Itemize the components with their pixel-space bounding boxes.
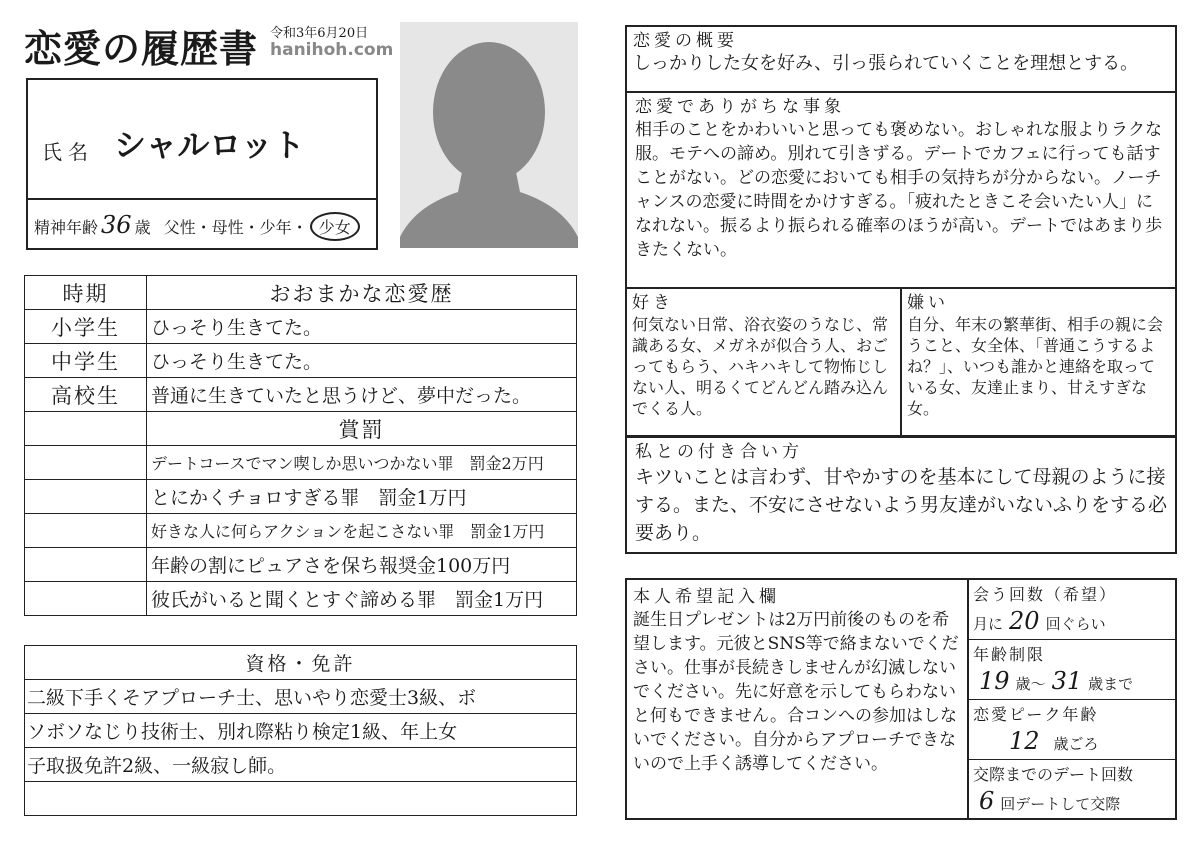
period-cell: 中学生 [25, 344, 147, 378]
empty-cell [25, 480, 147, 514]
age-suffix: 歳まで [1088, 675, 1134, 693]
meet-frequency-value [973, 607, 1171, 635]
table-row [25, 680, 577, 714]
wishes-details [969, 580, 1175, 818]
empty-cell [25, 412, 147, 446]
table-row [25, 782, 577, 816]
reward-cell: デートコースでマン喫しか思いつかない罪 罰金2万円 [147, 446, 577, 480]
overview-section [625, 25, 1177, 93]
meet-suffix: 回ぐらい [1045, 615, 1106, 633]
table-row [25, 582, 577, 616]
period-cell: 高校生 [25, 378, 147, 412]
date-suffix: 回デートして交際 [1000, 795, 1121, 813]
license-table [24, 645, 577, 816]
reward-cell: 彼氏がいると聞くとすぐ諦める罪 罰金1万円 [147, 582, 577, 616]
love-history-table [24, 275, 577, 616]
overview-text: しっかりした女を好み、引っ張られていくことを理想とする。 [633, 53, 1139, 74]
divider [28, 198, 376, 200]
peak-suffix: 歳ごろ [1053, 735, 1099, 753]
age-limit-label: 年齢制限 [973, 645, 1046, 664]
dislikes-text: 自分、年末の繁華街、相手の親に会うこと、女全体、「普通こうするよね？」、いつも誰かと連絡を取っている女、友達止まり、甘えすぎな女。 [907, 315, 1164, 418]
age-limit-cell [969, 640, 1175, 700]
table-row [25, 748, 577, 782]
empty-cell [25, 548, 147, 582]
person-silhouette-icon [400, 22, 578, 248]
dislikes-section [902, 289, 1175, 435]
empty-cell [25, 582, 147, 616]
tendencies-text: 相手のことをかわいいと思っても褒めない。おしゃれな服よりラクな服。モテへの諦め。別れて引きずる。デートでカフェに行っても話すことがない。どの恋愛においても相手の気持ちが分からない。ノーチャンスの恋愛に時間をかけすぎる。「疲れたときこそ会いたい人」になれない。振るより振られる確率のほうが高い。デートではあまり歩きたくない。 [635, 120, 1162, 260]
peak-age-value [973, 727, 1171, 755]
empty-cell [25, 514, 147, 548]
page-title: 恋愛の履歴書 [24, 26, 259, 71]
relationship-section [625, 436, 1177, 554]
selected-trait: 少女 [310, 212, 360, 241]
overview-label: 恋愛の概要 [633, 31, 738, 51]
age-mid: 歳～ [1015, 675, 1046, 693]
table-row [25, 514, 577, 548]
wishes-note [627, 580, 969, 818]
name-box [26, 78, 378, 250]
likes-dislikes-section [625, 287, 1177, 437]
table-row [25, 344, 577, 378]
license-line: 子取扱免許2級、一級寂し師。 [25, 748, 577, 782]
tendencies-section [625, 93, 1177, 289]
wishes-text: 誕生日プレゼントは2万円前後のものを希望します。元彼とSNS等で絡まないでください。仕事が長続きしませんが幻滅しないでください。先に好意を示してもらわないと何もできません。合コンへの参加はしないでください。自分からアプローチできないので上手く誘導してください。 [633, 610, 959, 774]
peak-age-label: 恋愛ピーク年齢 [973, 705, 1099, 724]
mental-age-label: 精神年齢 [34, 218, 99, 237]
likes-section [627, 289, 902, 435]
meet-frequency-label: 会う回数（希望） [973, 585, 1118, 604]
document-date: 令和3年6月20日 [270, 26, 369, 41]
dislikes-label: 嫌い [907, 293, 949, 313]
table-row [25, 446, 577, 480]
reward-cell: 好きな人に何らアクションを起こさない罪 罰金1万円 [147, 514, 577, 548]
history-cell: ひっそり生きてた。 [147, 310, 577, 344]
table-row [25, 548, 577, 582]
tendencies-label: 恋愛でありがちな事象 [635, 97, 845, 117]
date-count-value [973, 787, 1171, 815]
mental-age-unit: 歳 [134, 218, 151, 237]
column-header-period: 時期 [25, 276, 147, 310]
date-count: 6 [979, 787, 995, 815]
license-header: 資格・免許 [25, 646, 577, 680]
meet-frequency-cell [969, 580, 1175, 640]
name-label: 氏名 [42, 140, 94, 164]
relationship-label: 私との付き合い方 [635, 442, 803, 462]
table-header-row [25, 276, 577, 310]
name-value: シャルロット [114, 126, 305, 164]
history-cell: ひっそり生きてた。 [147, 344, 577, 378]
relationship-text: キツいことは言わず、甘やかすのを基本にして母親のように接する。また、不安にさせないよう男友達がいないふりをする必要あり。 [635, 466, 1168, 544]
table-row [25, 412, 577, 446]
period-cell: 小学生 [25, 310, 147, 344]
mental-age-value: 36 [101, 211, 132, 239]
table-row [25, 310, 577, 344]
date-count-label: 交際までのデート回数 [973, 765, 1134, 784]
table-row [25, 714, 577, 748]
table-header-row [25, 646, 577, 680]
license-line: ソボソなじり技術士、別れ際粘り検定1級、年上女 [25, 714, 577, 748]
likes-label: 好き [632, 293, 674, 313]
mental-age-line [34, 211, 360, 241]
empty-cell [25, 446, 147, 480]
rewards-header: 賞罰 [147, 412, 577, 446]
wishes-label: 本人希望記入欄 [633, 587, 780, 607]
wishes-section [625, 578, 1177, 820]
trait-options: 父性・母性・少年・ [163, 218, 308, 237]
meet-count: 20 [1009, 607, 1040, 635]
column-header-history: おおまかな恋愛歴 [147, 276, 577, 310]
age-min: 19 [979, 667, 1010, 695]
date-count-cell [969, 760, 1175, 818]
license-line: 二級下手くそアプローチ士、思いやり恋愛士3級、ボ [25, 680, 577, 714]
peak-age: 12 [1009, 727, 1040, 755]
age-limit-value [973, 667, 1171, 695]
peak-age-cell [969, 700, 1175, 760]
license-line [25, 782, 577, 816]
table-row [25, 480, 577, 514]
likes-text: 何気ない日常、浴衣姿のうなじ、常識ある女、メガネが似合う人、おごってもらう、ハキハキして物怖じしない人、明るくてどんどん踏み込んでくる人。 [632, 315, 889, 418]
site-watermark: hanihoh.com [270, 40, 394, 60]
profile-photo-placeholder [400, 22, 578, 248]
reward-cell: とにかくチョロすぎる罪 罰金1万円 [147, 480, 577, 514]
history-cell: 普通に生きていたと思うけど、夢中だった。 [147, 378, 577, 412]
table-row [25, 378, 577, 412]
meet-prefix: 月に [973, 615, 1004, 633]
age-max: 31 [1051, 667, 1083, 695]
reward-cell: 年齢の割にピュアさを保ち報奨金100万円 [147, 548, 577, 582]
